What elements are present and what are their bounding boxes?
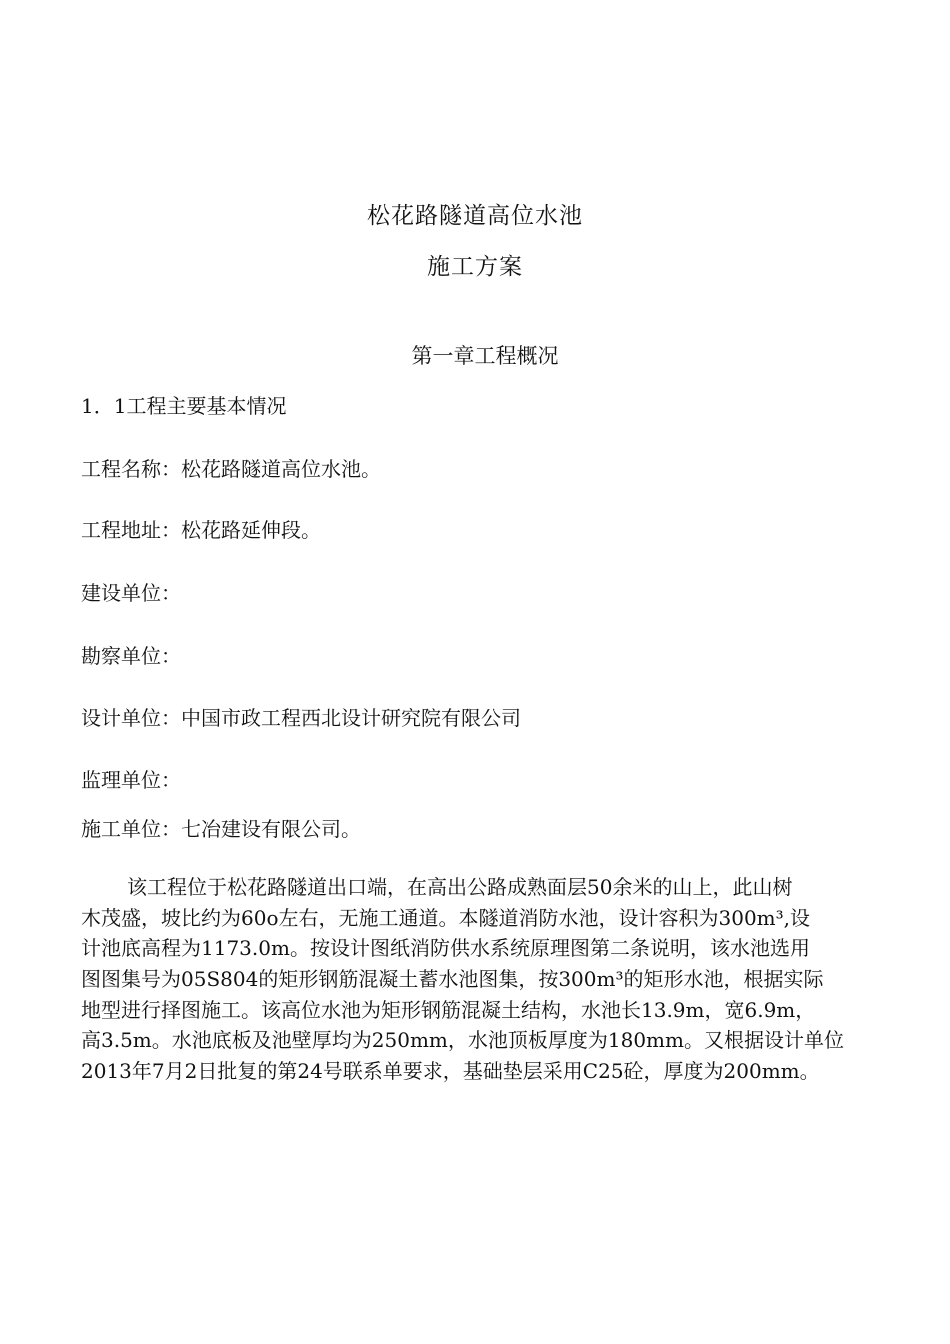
field-label: 监理单位： — [81, 768, 181, 792]
field-value: 松花路延伸段。 — [181, 518, 321, 542]
field-value: 中国市政工程西北设计研究院有限公司 — [181, 706, 521, 730]
paragraph-line: 木茂盛，坡比约为60o左右，无施工通道。本隧道消防水池，设计容积为300m³,设 — [81, 905, 811, 930]
paragraph-line: 计池底高程为1173.0m。按设计图纸消防供水系统原理图第二条说明，该水池选用 — [81, 936, 810, 961]
paragraph-line: 高3.5m。水池底板及池壁厚均为250mm，水池顶板厚度为180mm。又根据设计单位 — [81, 1028, 844, 1053]
field-label: 勘察单位： — [81, 644, 181, 668]
paragraph-line: 地型进行择图施工。该高位水池为矩形钢筋混凝土结构，水池长13.9m，宽6.9m， — [81, 997, 816, 1022]
chapter-heading: 第一章工程概况 — [411, 344, 559, 368]
field-project-name — [81, 455, 381, 483]
section-heading: 1．1工程主要基本情况 — [81, 394, 287, 418]
paragraph-line: 该工程位于松花路隧道出口端，在高出公路成熟面层50余米的山上，此山树 — [127, 875, 793, 899]
paragraph-line: 图图集号为05S804的矩形钢筋混凝土蓄水池图集，按300m³的矩形水池，根据实际 — [81, 967, 824, 992]
field-project-address — [81, 516, 321, 544]
field-label: 施工单位： — [81, 817, 181, 841]
field-label: 建设单位： — [81, 581, 181, 605]
field-design-unit — [81, 704, 521, 732]
field-owner-unit — [81, 579, 181, 607]
paragraph-line: 2013年7月2日批复的第24号联系单要求，基础垫层采用C25砼，厚度为200mm。 — [81, 1059, 820, 1084]
overview-paragraph — [81, 872, 883, 1087]
field-survey-unit — [81, 642, 181, 670]
document-subtitle: 施工方案 — [427, 254, 523, 280]
field-label: 设计单位： — [81, 706, 181, 730]
field-label: 工程名称： — [81, 457, 181, 481]
field-construction-unit — [81, 815, 361, 843]
document-title: 松花路隧道高位水池 — [367, 203, 583, 229]
field-value: 松花路隧道高位水池。 — [181, 457, 381, 481]
field-supervision-unit — [81, 766, 181, 794]
field-label: 工程地址： — [81, 518, 181, 542]
field-value: 七冶建设有限公司。 — [181, 817, 361, 841]
